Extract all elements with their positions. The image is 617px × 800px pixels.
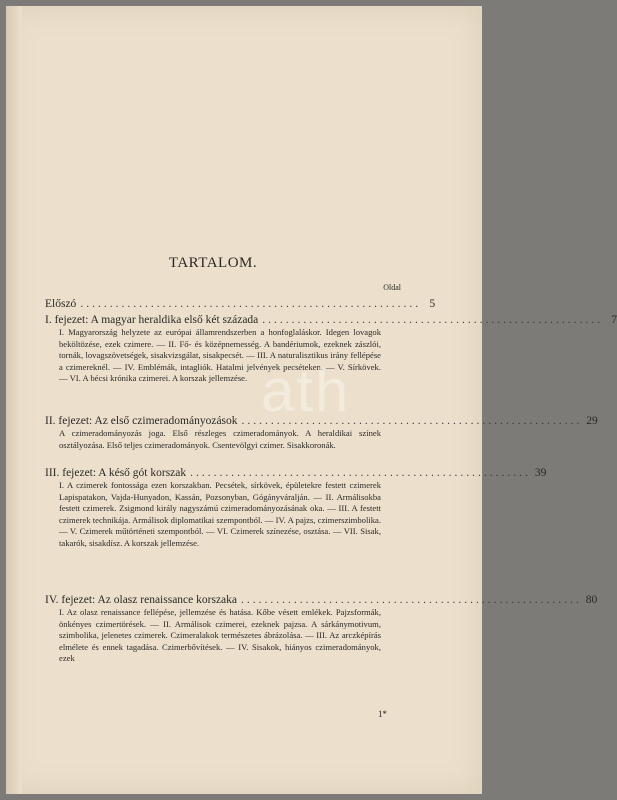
toc-entry bbox=[45, 297, 436, 311]
leader-dots: .......................................................... bbox=[241, 594, 582, 606]
entry-page: 7 bbox=[611, 314, 617, 326]
entry-title: III. fejezet: A késő gót korszak bbox=[45, 467, 187, 479]
entry-description: I. Magyarország helyzete az európai államrendszerben a honfoglaláskor. Idegen lovagok beköltözése, ezek czimere. — II. Fő- és középnemesség. A bandériumok, ezeknek zászlói, tornák, lovagszövetségek, sisakvizsgálat, sisakpecsét. — III. A naturalisztikus irány fellépése a czimereknél. — IV. Emblémák, intagliók. Hatalmi jelvények pecséteken. — V. Sírkövek. — VI. A bécsi krónika czimerei. A korszak jellemzése. bbox=[59, 327, 381, 384]
entry-title: I. fejezet: A magyar heraldika első két százada bbox=[45, 314, 259, 326]
entry-title: Előszó bbox=[45, 298, 77, 310]
book-page bbox=[6, 6, 617, 794]
page-column-label: Oldal bbox=[383, 283, 401, 292]
entry-page: 29 bbox=[586, 415, 598, 427]
leader-dots: .......................................................... bbox=[262, 314, 604, 326]
signature-mark: 1* bbox=[378, 709, 387, 719]
entry-page: 5 bbox=[429, 298, 436, 310]
entry-title: II. fejezet: Az első czimeradományozások bbox=[45, 415, 238, 427]
entry-page: 80 bbox=[585, 594, 598, 606]
leader-dots: .......................................................... bbox=[190, 467, 531, 479]
entry-page: 39 bbox=[534, 467, 547, 479]
leader-dots: .......................................................... bbox=[241, 415, 583, 427]
leader-dots: .......................................................... bbox=[80, 298, 422, 310]
entry-description: I. Az olasz renaissance fellépése, jellemzése és hatása. Kőbe vésett emlékek. Pajzsformák, önkényes czimertörések. — II. Armálisok czimerei, ezeknek pajzsa. A sárkánymotivum, szimbolika, jelenetes czimerek. Czimeralakok természetes ábrázolása. — III. Az arczképírás elmélete és ennek tagadása. Czimerbővítések. — IV. Sisakok, hiányos czimeradományok, ezek bbox=[59, 607, 381, 664]
entry-description: I. A czimerek fontossága ezen korszakban. Pecsétek, sírkövek, épületekre festett czimerek Lapispatakon, Vajda-Hunyadon, Kassán, Pozsonyban, Gógányváralján. — II. Armálisokba festett czimerek. Zsigmond király nagyszámú czimeradományozásának oka. — III. A festett czimerek technikája. Armálisok diplomatikai szempontból. — IV. A pajzs, czimerszimbolika. — V. Czimerek műtörténeti szempontból. — VI. Czimerek színezése, osztása. — VII. Sisak, takarók, sisakdísz. A korszak jellemzése. bbox=[59, 480, 381, 548]
entry-description: A czimeradományozás joga. Első részleges czimeradományok. A heraldikai színek osztályozása. Első teljes czimeradományok. Csentevölgyi czimer. Sisakkoronák. bbox=[59, 428, 381, 450]
page-spine bbox=[6, 6, 22, 794]
entry-title: IV. fejezet: Az olasz renaissance korszaka bbox=[45, 594, 238, 606]
toc-entry bbox=[45, 593, 598, 665]
toc-title: TARTALOM. bbox=[168, 255, 258, 271]
toc-entry bbox=[45, 466, 547, 550]
watermark: ath bbox=[261, 357, 351, 424]
